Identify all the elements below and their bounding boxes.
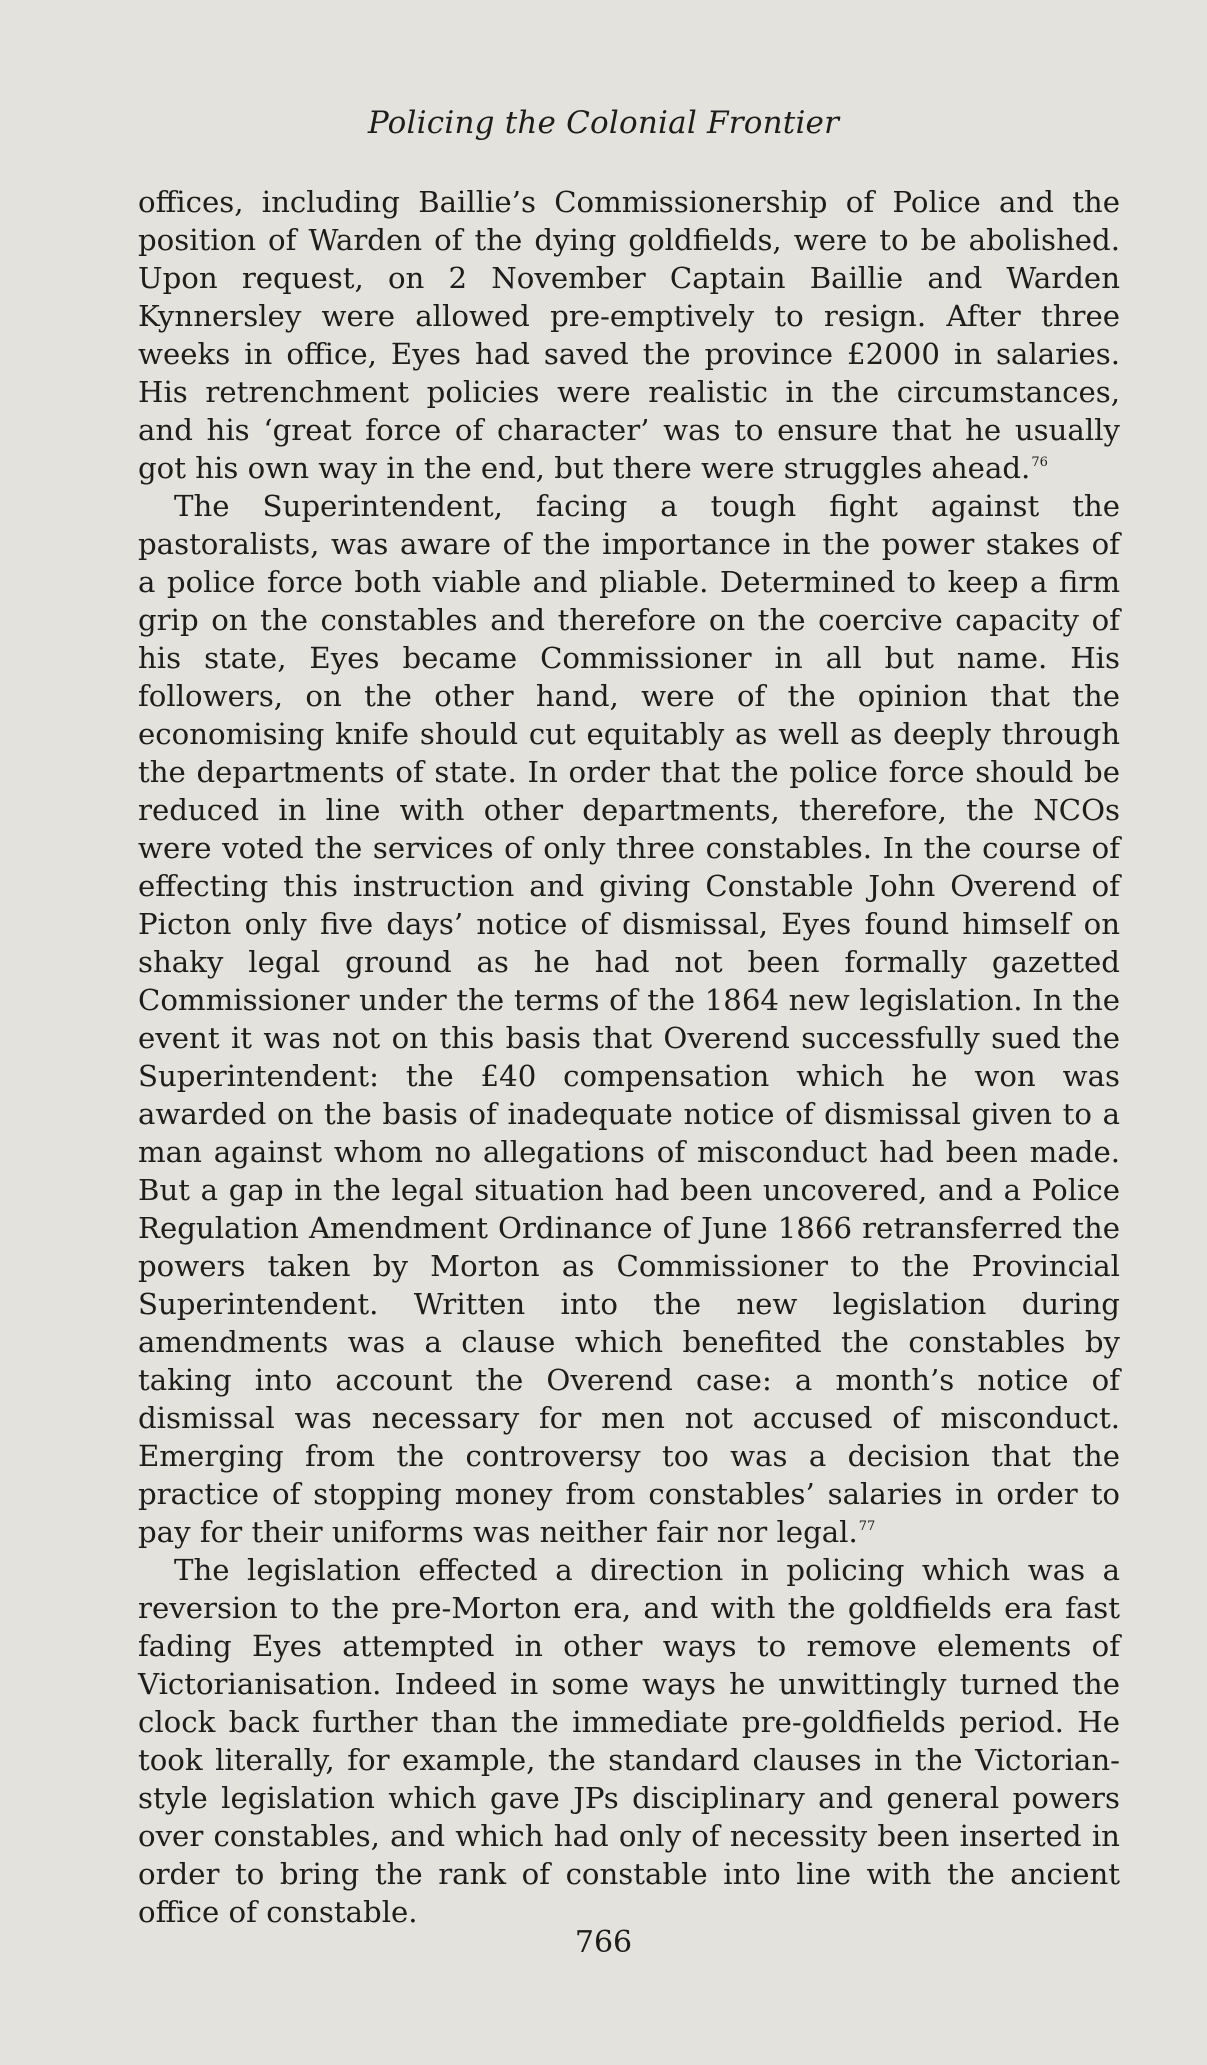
body-text [138,183,1120,1931]
paragraph [138,183,1120,487]
paragraph-text: The Superintendent, facing a tough fight against the pastoralists, was aware of the importance in the power stakes of a police force both viable and pliable. Determined to keep a firm grip on the constables and therefore on the coercive capacity of his state, Eyes became Commissioner in all but name. His followers, on the other hand, were of the opinion that the economising knife should cut equitably as well as deeply through the departments of state. In order that the police force should be reduced in line with other departments, therefore, the NCOs were voted the services of only three constables. In the course of effecting this instruction and giving Constable John Overend of Picton only five days’ notice of dismissal, Eyes found himself on shaky legal ground as he had not been formally gazetted Commissioner under the terms of the 1864 new legislation. In the event it was not on this basis that Overend successfully sued the Superintendent: the £40 compensation which he won was awarded on the basis of inadequate notice of dismissal given to a man against whom no allegations of misconduct had been made. But a gap in the legal situation had been uncovered, and a Police Regulation Amendment Ordinance of June 1866 retransferred the powers taken by Morton as Commissioner to the Provincial Superintendent. Written into the new legislation during amendments was a clause which benefited the constables by taking into account the Overend case: a month’s notice of dismissal was necessary for men not accused of misconduct. Emerging from the controversy too was a decision that the practice of stopping money from constables’ salaries in order to pay for their uniforms was neither fair nor legal. [138,489,1120,1549]
footnote-ref: 77 [858,1519,876,1534]
paragraph-text: offices, including Baillie’s Commissionership of Police and the position of Warden of the dying goldfields, were to be abolished. Upon request, on 2 November Captain Baillie and Warden Kynnersley were allowed pre-emptively to resign. After three weeks in office, Eyes had saved the province £2000 in salaries. His retrenchment policies were realistic in the circumstances, and his ‘great force of character’ was to ensure that he usually got his own way in the end, but there were struggles ahead. [138,185,1120,485]
footnote-ref: 76 [1031,455,1048,470]
page-number: 766 [574,1925,633,1960]
running-head: Policing the Colonial Frontier [367,105,840,141]
paragraph [138,487,1120,1551]
paragraph-text: The legislation effected a direction in policing which was a reversion to the pre-Morton era, and with the goldfields era fast fading Eyes attempted in other ways to remove elements of Victorianisation. Indeed in some ways he unwittingly turned the clock back further than the immediate pre-goldfields period. He took literally, for example, the standard clauses in the Victorian-style legislation which gave JPs disciplinary and general powers over constables, and which had only of necessity been inserted in order to bring the rank of constable into line with the ancient office of constable. [138,1553,1120,1929]
paragraph [138,1551,1120,1931]
